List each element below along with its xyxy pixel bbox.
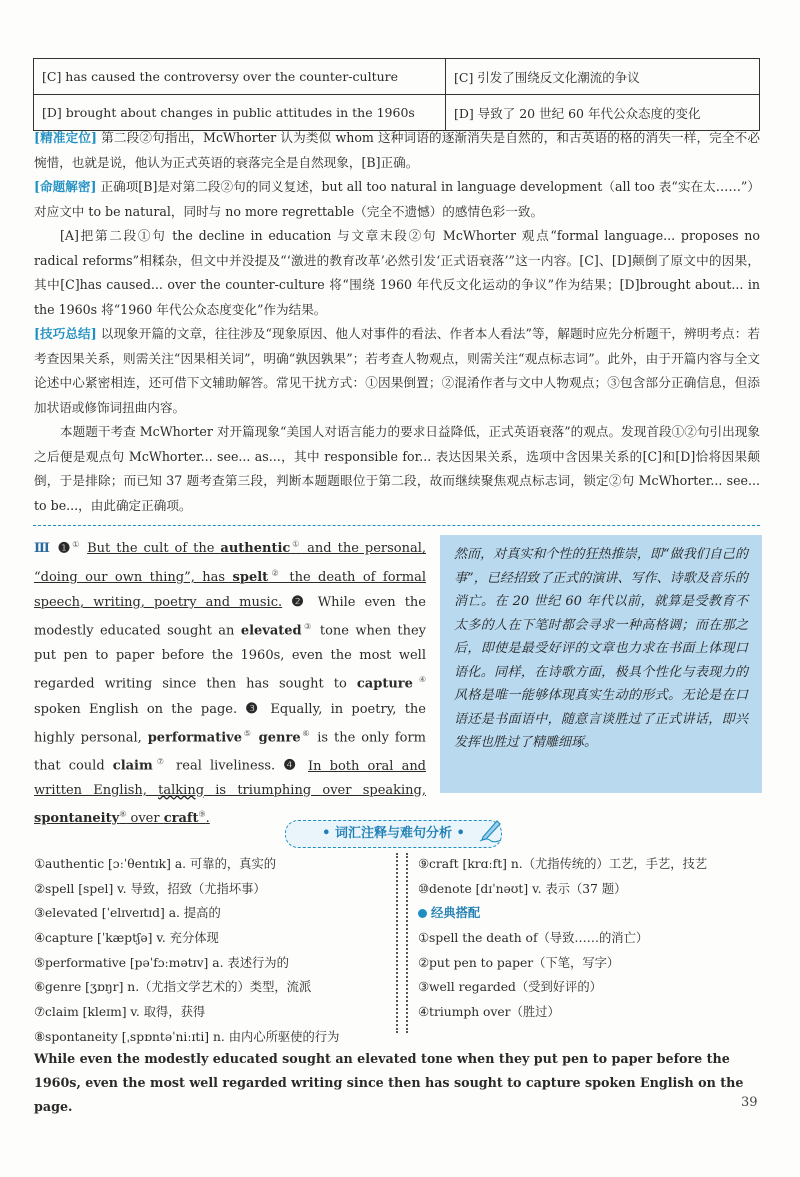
vocab-item: ⑨craft [krɑːft] n.（尤指传统的）工艺，手艺，技艺	[418, 857, 708, 871]
analysis-text-2: 正确项[B]是对第二段②句的同义复述，but all too natural in language development（all too 表“实在太……”）对应文中 to be natural，同时与 no more regrettable（完全不遗憾）的感情色彩一致。	[34, 179, 760, 219]
analysis-text-4: 以现象开篇的文章，往往涉及“现象原因、他人对事件的看法、作者本人看法”等，解题时应先分析题干，辨明考点：若考查因果关系，则需关注“因果相关词”，明确“孰因孰果”；若考查人物观点，则需关注“观点标志词”。此外，由于开篇内容与全文论述中心紧密相连，还可借下文辅助解答。常见干扰方式：①因果倒置；②混淆作者与文中人物观点；③包含部分正确信息，但添加状语或修饰词扭曲内容。	[34, 326, 760, 415]
translation-box: 然而，对真实和个性的狂热推崇，即“做我们自己的事”，已经招致了正式的演讲、写作、诗歌及音乐的消亡。在 20 世纪 60 年代以前，就算是受教育不太多的人在下笔时都会寻求一种高格调；而在那之后，即使是最受好评的文章也力求在书面上体现口语化。同样，在诗歌方面，极具个性化与表现力的风格是唯一能够体现真实生动的形式。无论是在口语还是书面语中，随意言谈胜过了正式讲话，即兴发挥也胜过了精雕细琢。	[440, 535, 762, 793]
vocab-list-right	[418, 852, 763, 1025]
sentence-3-number: ❸	[245, 700, 263, 717]
analysis-paragraph-4	[34, 322, 760, 420]
footnote-marker: ⑦	[152, 757, 168, 767]
option-row-c	[34, 59, 760, 95]
text: real liveliness.	[167, 758, 276, 774]
section-divider	[33, 525, 760, 526]
difficult-sentence	[34, 1047, 764, 1119]
option-c-cn: [C] 引发了围绕反文化潮流的争议	[446, 59, 760, 95]
passage-text	[34, 533, 426, 832]
answer-analysis	[34, 126, 760, 518]
footnote-marker: ⑧	[119, 810, 127, 819]
text: and the personal, “doing our own thing”, has	[34, 541, 427, 585]
text: .	[205, 811, 210, 827]
vocab-list-left	[34, 852, 389, 1050]
sentence-4-number: ❹	[283, 757, 300, 774]
footnote-marker: ⑥	[300, 728, 312, 738]
tag-question-decode: [命题解密]	[34, 179, 97, 194]
footnote-marker: ②	[268, 568, 282, 578]
analysis-text-1: 第二段②句指出，McWhorter 认为类似 whom 这种词语的逐渐消失是自然的，和古英语的格的消失一样，完全不必惋惜，也就是说，他认为正式英语的衰落完全是自然现象，[B]正确。	[34, 130, 760, 170]
word-spelt: spelt	[232, 569, 269, 585]
tag-precise-location: [精准定位]	[34, 130, 98, 145]
analysis-paragraph-5: 本题题干考查 McWhorter 对开篇现象“美国人对语言能力的要求日益降低，正式英语衰落”的观点。发现首段①②句引出现象之后便是观点句 McWhorter... see... as...，其中 responsible for... 表达因果关系，选项中含因果关系的[C]和[D]恰将因果颠倒，于是排除；而已知 37 题考查第三段，判断本题题眼位于第二段，故而继续聚焦观点标志词，锁定②句 McWhorter... see... to be...，由此确定正确项。	[34, 424, 760, 513]
collocation-heading-text: 经典搭配	[431, 906, 481, 921]
option-d-cn: [D] 导致了 20 世纪 60 年代公众态度的变化	[446, 95, 760, 131]
collocation-item: ③well regarded（受到好评的）	[418, 980, 602, 995]
word-craft: craft	[163, 811, 199, 827]
footnote-marker: ①	[290, 540, 302, 549]
option-d-en: [D] brought about changes in public attitudes in the 1960s	[34, 95, 446, 131]
collocation-item: ④triumph over（胜过）	[418, 1005, 560, 1020]
text: But the cult of the	[87, 541, 221, 557]
word-authentic: authentic	[220, 541, 291, 557]
page-number: 39	[741, 1095, 758, 1110]
options-table	[33, 58, 760, 131]
column-divider	[396, 853, 408, 1033]
footnote-marker: ④	[412, 675, 426, 684]
bullet-dot-icon	[418, 909, 427, 918]
text: is triumphing over speaking,	[204, 782, 426, 798]
text: over	[126, 811, 164, 827]
text: the death of formal speech, writing, poetry and music.	[34, 569, 426, 611]
analysis-paragraph-1	[34, 126, 760, 175]
collocation-item: ①spell the death of（导致……的消亡）	[418, 931, 649, 946]
vocab-item: ④capture [ˈkæptʃə] v. 充分体现	[34, 931, 219, 946]
vocab-item: ①authentic [ɔːˈθentɪk] a. 可靠的，真实的	[34, 857, 277, 871]
word-claim: claim	[112, 758, 153, 774]
word-talking: talking	[158, 782, 205, 798]
vocab-item: ⑧spontaneity [ˌspɒntəˈniːɪti] n. 由内心所驱使的行为	[34, 1029, 340, 1044]
collocation-heading	[418, 901, 763, 926]
passage-paragraph	[34, 533, 426, 832]
sentence-2-number: ❷	[291, 594, 309, 611]
sentence-1-number: ❶	[57, 540, 73, 557]
analysis-paragraph-3: [A]把第二段①句 the decline in education 与文章末段②句 McWhorter 观点“formal language... proposes no radical reforms”相糅杂，但文中并没提及“‘激进的教育改革’必然引发‘正式语衰落’”这一内容。[C]、[D]颠倒了原文中的因果，其中[C]has caused... over the counter-culture 将“围绕 1960 年代反文化运动的争议”作为结果；[D]brought about... in the 1960s 将“1960 年代公众态度变化”作为结果。	[34, 228, 760, 317]
text: is the only form that could	[34, 730, 427, 774]
vocab-item: ⑤performative [pəˈfɔːmətɪv] a. 表述行为的	[34, 955, 289, 970]
analysis-paragraph-2	[34, 175, 760, 224]
collocation-item: ②put pen to paper（下笔，写字）	[418, 955, 620, 970]
footnote-marker: ③	[301, 622, 314, 632]
text: In both oral and written English,	[34, 758, 427, 798]
text: While even the modestly educated sought an	[34, 595, 426, 639]
word-genre: genre	[258, 730, 301, 746]
pen-icon	[477, 815, 505, 843]
word-elevated: elevated	[240, 623, 302, 639]
vocab-item: ⑥genre [ʒɒŋr] n.（尤指文学艺术的）类型，流派	[34, 980, 312, 995]
difficult-sentence-text: While even the modestly educated sought an elevated tone when they put pen to paper before the 1960s, even the most well regarded writing since then has sought to capture spoken English on the page.	[34, 1051, 744, 1114]
footnote-marker: ⑨	[198, 810, 206, 819]
footnote-marker: ⑤	[241, 728, 253, 738]
text: Equally, in poetry, the highly personal,	[34, 701, 426, 746]
vocab-item: ②spell [spel] v. 导致，招致（尤指坏事）	[34, 881, 266, 896]
word-capture: capture	[356, 676, 413, 692]
section-number: Ⅲ	[34, 541, 52, 557]
vocab-item: ③elevated [ˈelɪveɪtɪd] a. 提高的	[34, 906, 221, 921]
vocab-item: ⑩denote [dɪˈnəʊt] v. 表示（37 题）	[418, 881, 627, 896]
text: tone when they put pen to paper before the 1960s, even the most well regarded writing since then has sought to	[34, 623, 427, 692]
vocab-section-title: • 词汇注释与难句分析 •	[285, 820, 502, 848]
text: spoken English on the page.	[34, 701, 238, 717]
option-c-en: [C] has caused the controversy over the counter-culture	[34, 59, 446, 95]
tag-skill-summary: [技巧总结]	[34, 326, 97, 341]
footnote-marker: ①	[72, 540, 82, 549]
word-spontaneity: spontaneity	[34, 811, 120, 827]
vocab-item: ⑦claim [kleɪm] v. 取得，获得	[34, 1005, 206, 1020]
word-performative: performative	[147, 730, 242, 746]
